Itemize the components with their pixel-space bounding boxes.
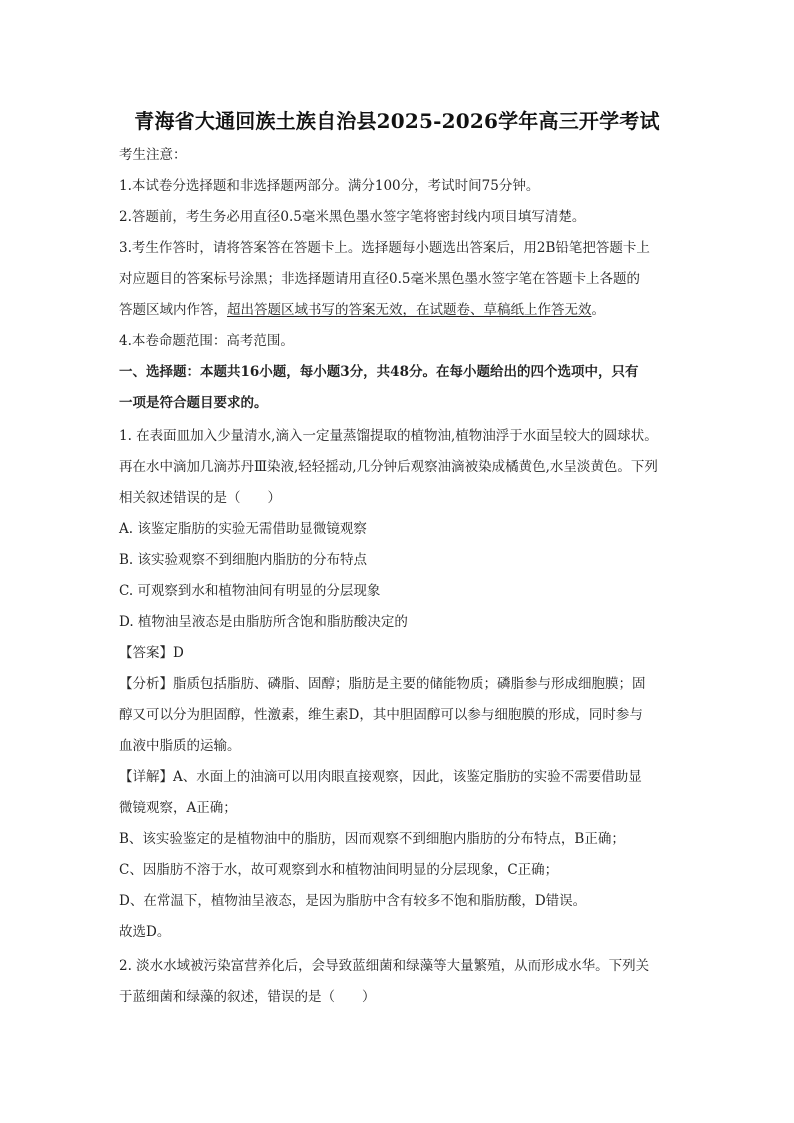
question-1-option-a: A. 该鉴定脂肪的实验无需借助显微镜观察 xyxy=(119,521,367,537)
question-1-stem-3: 相关叙述错误的是（ ） xyxy=(119,490,281,506)
notice-item-2: 2.答题前，考生务必用直径0.5毫米黑色墨水签字笔将密封线内项目填写清楚。 xyxy=(119,209,586,225)
question-1-analysis-2: 醇又可以分为胆固醇，性激素，维生素D，其中胆固醇可以参与细胞膜的形成，同时参与 xyxy=(119,707,643,723)
question-1-detail: 【详解】A、水面上的油滴可以用肉眼直接观察，因此，该鉴定脂肪的实验不需要借助显 xyxy=(119,769,642,785)
question-1-option-c: C. 可观察到水和植物油间有明显的分层现象 xyxy=(119,583,381,599)
question-1-analysis: 【分析】脂质包括脂肪、磷脂、固醇；脂肪是主要的储能物质；磷脂参与形成细胞膜；固 xyxy=(119,676,646,692)
notice-period: 。 xyxy=(591,302,605,318)
question-1-detail-4: C、因脂肪不溶于水，故可观察到水和植物油间明显的分层现象，C正确； xyxy=(119,862,559,878)
question-1-answer: 【答案】D xyxy=(119,645,184,661)
question-1-analysis-3: 血液中脂质的运输。 xyxy=(119,738,241,754)
question-1-detail-3: B、该实验鉴定的是植物油中的脂肪，因而观察不到细胞内脂肪的分布特点，B正确； xyxy=(119,831,625,847)
underlined-warning: 超出答题区域书写的答案无效，在试题卷、草稿纸上作答无效 xyxy=(227,302,592,318)
notice-item-4: 4.本卷命题范围：高考范围。 xyxy=(119,333,294,349)
section-heading: 一、选择题：本题共16小题，每小题3分，共48分。在每小题给出的四个选项中，只有 xyxy=(119,364,639,380)
question-2-stem-2: 于蓝细菌和绿藻的叙述，错误的是（ ） xyxy=(119,989,376,1005)
question-1-detail-2: 微镜观察，A正确； xyxy=(119,800,237,816)
notice-heading: 考生注意： xyxy=(119,147,187,163)
section-heading-cont: 一项是符合题目要求的。 xyxy=(119,395,268,411)
question-1-stem-2: 再在水中滴加几滴苏丹Ⅲ染液,轻轻摇动,几分钟后观察油滴被染成橘黄色,水呈淡黄色。下列 xyxy=(119,459,658,475)
notice-text: 答题区域内作答， xyxy=(119,302,227,318)
question-1-option-d: D. 植物油呈液态是由脂肪所含饱和脂肪酸决定的 xyxy=(119,614,408,630)
notice-item-3: 3.考生作答时，请将答案答在答题卡上。选择题每小题选出答案后，用2B铅笔把答题卡上 xyxy=(119,240,650,256)
question-2-stem: 2. 淡水水域被污染富营养化后，会导致蓝细菌和绿藻等大量繁殖，从而形成水华。下列关 xyxy=(119,958,650,974)
question-1-option-b: B. 该实验观察不到细胞内脂肪的分布特点 xyxy=(119,552,368,568)
question-1-stem: 1. 在表面皿加入少量清水,滴入一定量蒸馏提取的植物油,植物油浮于水面呈较大的圆球状。 xyxy=(119,428,658,444)
notice-item-1: 1.本试卷分选择题和非选择题两部分。满分100分，考试时间75分钟。 xyxy=(119,178,540,194)
question-1-detail-5: D、在常温下，植物油呈液态，是因为脂肪中含有较多不饱和脂肪酸，D错误。 xyxy=(119,893,587,909)
exam-title: 青海省大通回族土族自治县2025-2026学年高三开学考试 xyxy=(134,109,660,133)
notice-item-3-cont: 对应题目的答案标号涂黑；非选择题请用直径0.5毫米黑色墨水签字笔在答题卡上各题的 xyxy=(119,271,640,287)
notice-item-3-end xyxy=(119,301,605,319)
question-1-conclusion: 故选D。 xyxy=(119,924,171,940)
